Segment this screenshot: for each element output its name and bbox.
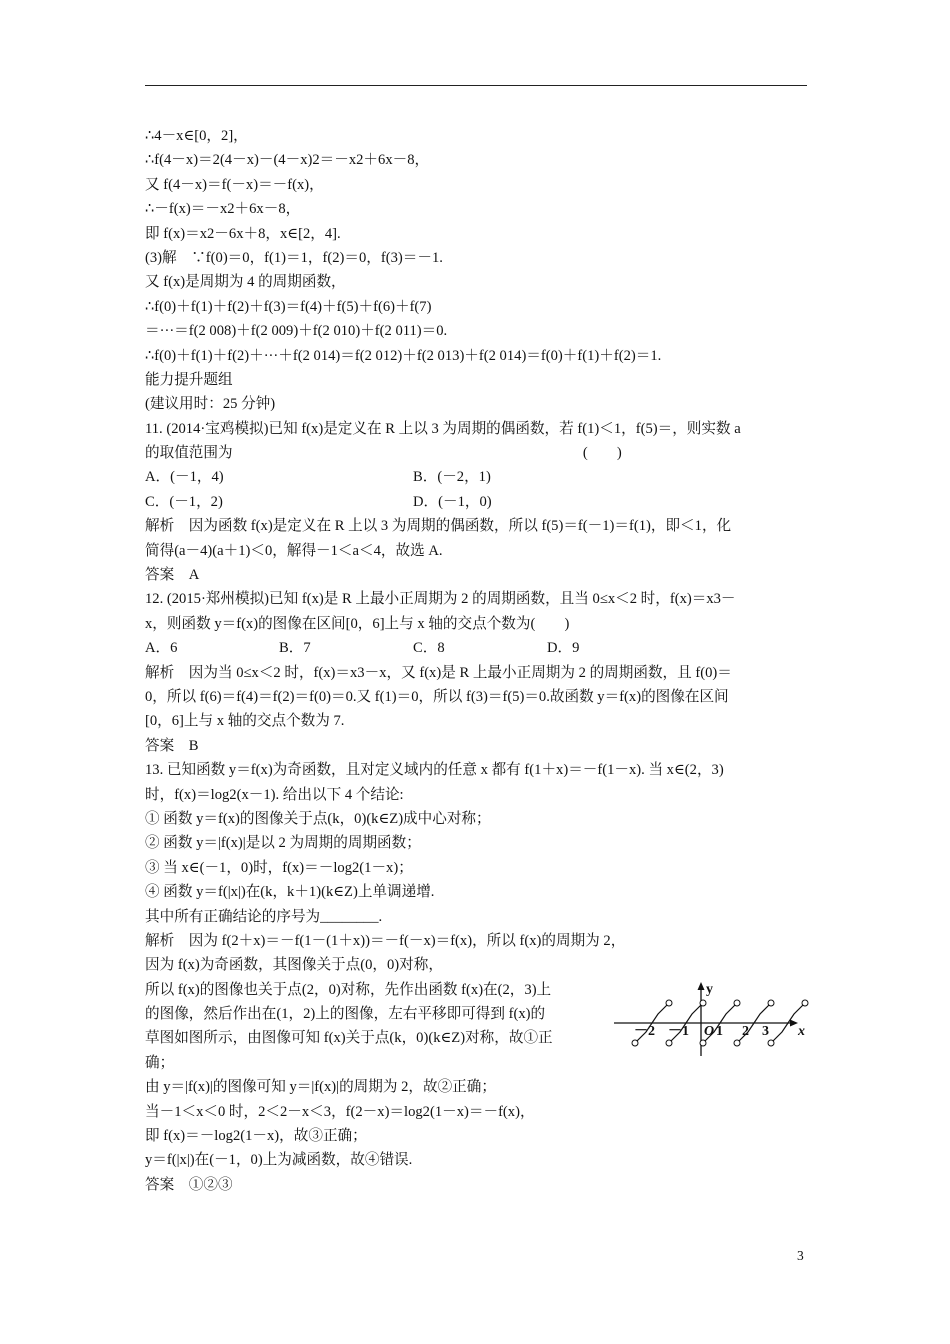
tick-label: 2 [742,1024,749,1039]
tick-label: －2 [634,1024,655,1039]
q13-answer: 答案 ①②③ [145,1176,233,1193]
y-axis-label: y [706,982,713,997]
header-rule [145,85,807,86]
q13-analysis: 的图像，然后作出在(1，2)上的图像，左右平移即可得到 f(x)的 [145,1006,546,1023]
question-12-stem: 12. (2015·郑州模拟)已知 f(x)是 R 上最小正周期为 2 的周期函数，且当 0≤x＜2 时，f(x)＝x3－ [145,591,736,608]
y-axis-arrow [698,982,705,990]
suggested-time: (建议用时：25 分钟) [145,396,276,413]
function-graph-figure [612,980,812,1058]
q13-analysis: 草图如图所示，由图像可知 f(x)关于点(k，0)(k∈Z)对称，故①正 [145,1030,553,1047]
q13-statement: ③ 当 x∈(－1，0)时，f(x)＝－log2(1－x)； [145,859,413,876]
open-endpoint [802,1000,808,1006]
tick-label: －1 [668,1024,689,1039]
text-line: ＝···＝f(2 008)＋f(2 009)＋f(2 010)＋f(2 011)＝0. [145,323,448,340]
text-line: ∴f(0)＋f(1)＋f(2)＋···＋f(2 014)＝f(2 012)＋f(2 013)＋f(2 014)＝f(0)＋f(1)＋f(2)＝1. [145,347,662,364]
tick-label: 1 [716,1024,723,1039]
q13-statement: ② 函数 y＝|f(x)|是以 2 为周期的周期函数； [145,835,421,852]
q12-analysis: 0，所以 f(6)＝f(4)＝f(2)＝f(0)＝0.又 f(1)＝0，所以 f(3)＝f(5)＝0.故函数 y＝f(x)的图像在区间 [145,688,729,705]
x-axis-arrow [790,1020,798,1027]
open-endpoint [700,1040,706,1046]
q13-analysis: 所以 f(x)的图像也关于点(2，0)对称，先作出函数 f(x)在(2，3)上 [145,981,552,998]
question-11-stem: 11. (2014·宝鸡模拟)已知 f(x)是定义在 R 上以 3 为周期的偶函数，若 f(1)＜1，f(5)＝，则实数 a [145,420,741,437]
q13-statement: ④ 函数 y＝f(|x|)在(k，k＋1)(k∈Z)上单调递增. [145,884,435,901]
q11-option-b: B．(－2，1) [413,469,491,486]
q11-options-row-1 [145,465,810,489]
open-endpoint [734,1040,740,1046]
q12-option-a: A．6 [145,640,178,657]
question-11-stem: 的取值范围为 ( ) [145,445,622,462]
question-13-stem: 时，f(x)＝log2(x－1). 给出以下 4 个结论: [145,786,404,803]
q11-analysis: 解析 因为函数 f(x)是定义在 R 上以 3 为周期的偶函数，所以 f(5)＝f(－1)＝f(1)，即＜1，化 [145,518,732,535]
q11-options-row-2 [145,490,810,514]
text-line: ∴－f(x)＝－x2＋6x－8， [145,201,301,218]
q11-analysis: 简得(a－4)(a＋1)＜0，解得－1＜a＜4，故选 A. [145,542,443,559]
x-axis-label: x [798,1024,805,1039]
q13-analysis: 解析 因为 f(2＋x)＝－f(1－(1＋x))＝－f(－x)＝f(x)，所以 f(x)的周期为 2， [145,932,626,949]
q13-analysis: 当－1＜x＜0 时，2＜2－x＜3，f(2－x)＝log2(1－x)＝－f(x)， [145,1103,535,1120]
text-line: 又 f(4－x)＝f(－x)＝－f(x)， [145,176,324,193]
q12-option-b: B．7 [279,640,311,657]
section-heading: 能力提升题组 [145,371,233,388]
open-endpoint [666,1000,672,1006]
q11-option-d: D．(－1，0) [413,493,492,510]
q12-option-d: D．9 [547,640,580,657]
q11-option-a: A．(－1，4) [145,469,224,486]
open-endpoint [700,1000,706,1006]
open-endpoint [632,1040,638,1046]
q13-analysis: 即 f(x)＝－log2(1－x)，故③正确； [145,1128,367,1145]
q13-statement: ① 函数 y＝f(x)的图像关于点(k，0)(k∈Z)成中心对称； [145,810,491,827]
text-line: (3)解 ∵f(0)＝0，f(1)＝1，f(2)＝0，f(3)＝－1. [145,249,443,266]
q11-answer: 答案 A [145,567,200,584]
text-line: 又 f(x)是周期为 4 的周期函数， [145,274,346,291]
page-number: 3 [797,1248,804,1263]
text-line: ∴4－x∈[0，2]， [145,128,248,144]
text-line: ∴f(4－x)＝2(4－x)－(4－x)2＝－x2＋6x－8， [145,152,430,169]
q12-analysis: [0，6]上与 x 轴的交点个数为 7. [145,713,345,730]
q13-analysis: y＝f(|x|)在(－1，0)上为减函数，故④错误. [145,1152,413,1169]
q13-analysis: 确； [145,1054,175,1071]
open-endpoint [768,1040,774,1046]
q12-options-row [145,636,810,660]
q12-analysis: 解析 因为当 0≤x＜2 时，f(x)＝x3－x，又 f(x)是 R 上最小正周期为 2 的周期函数，且 f(0)＝ [145,664,732,681]
text-line: ∴f(0)＋f(1)＋f(2)＋f(3)＝f(4)＋f(5)＋f(6)＋f(7) [145,298,432,315]
open-endpoint [734,1000,740,1006]
open-endpoint [768,1000,774,1006]
tick-label: 3 [762,1024,769,1039]
q11-option-c: C．(－1，2) [145,493,223,510]
q13-analysis: 由 y＝|f(x)|的图像可知 y＝|f(x)|的周期为 2，故②正确； [145,1079,496,1096]
question-12-stem: x，则函数 y＝f(x)的图像在区间[0，6]上与 x 轴的交点个数为( ) [145,615,570,632]
text-line: 即 f(x)＝x2－6x＋8，x∈[2，4]. [145,225,341,242]
q13-analysis: 因为 f(x)为奇函数，其图像关于点(0，0)对称， [145,957,443,974]
question-13-stem: 13. 已知函数 y＝f(x)为奇函数，且对定义域内的任意 x 都有 f(1＋x)＝－f(1－x). 当 x∈(2，3) [145,762,724,779]
q12-answer: 答案 B [145,737,199,754]
q13-prompt: 其中所有正确结论的序号为________. [145,908,383,925]
open-endpoint [666,1040,672,1046]
origin-label: O [704,1024,715,1039]
q12-option-c: C．8 [413,640,445,657]
